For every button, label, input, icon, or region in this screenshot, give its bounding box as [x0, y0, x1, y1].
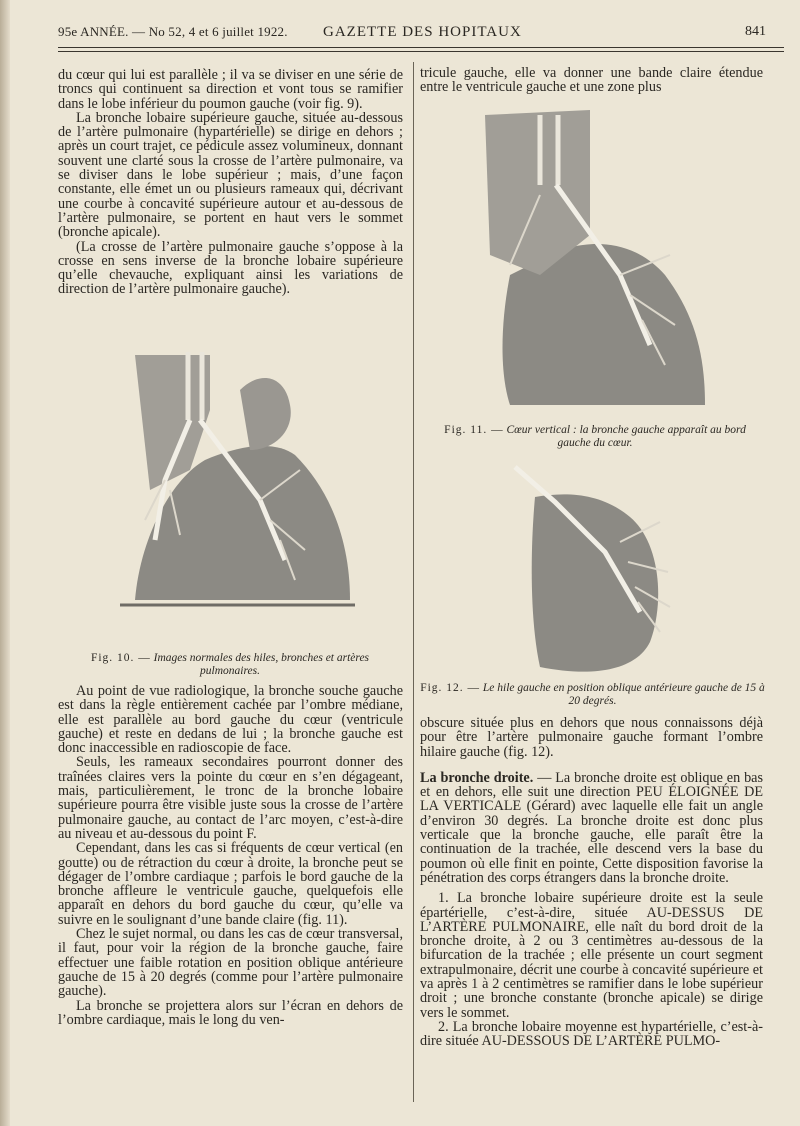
figure-11-label: Fig. 11. — — [444, 424, 504, 436]
figure-10-hilum-illustration — [110, 350, 360, 640]
column-divider — [413, 62, 414, 1102]
section-paragraph — [420, 771, 763, 885]
left-column-bottom — [58, 684, 403, 1027]
running-header — [58, 24, 766, 46]
paragraph: (La crosse de l’artère pulmonaire gauche s’oppose à la crosse en sens inverse de la bronche lobaire supérieure qu’elle chevauche, expliquant ainsi les variations de direction de l’artère pulmonaire gauche). — [58, 238, 403, 298]
figure-12-label: Fig. 12. — — [420, 682, 481, 694]
figure-10-caption-text: Images normales des hiles, bronches et artères pulmonaires. — [153, 652, 370, 677]
paragraph: Au point de vue radiologique, la bronche souche gauche est dans la règle entièrement cachée par l’ombre médiane, elle est parallèle au bord gauche du cœur (ventricule gauche) et reste en dedans de lui ; la bronche gauche est donc inaccessible en radioscopie de face. — [58, 683, 403, 757]
paragraph: La bronche se projettera alors sur l’écran en dehors de l’ombre cardiaque, mais le long du ven- — [58, 997, 403, 1028]
figure-10-label: Fig. 10. — — [90, 652, 151, 664]
figure-10-caption — [70, 652, 390, 677]
section-title: La bronche droite. — [420, 769, 534, 786]
paragraph: Cependant, dans les cas si fréquents de cœur vertical (en goutte) ou de rétraction du cœur à droite, la bronche peut se dégager de l’ombre cardiaque ; parfois le bord gauche de la bronche affleure le ventricule gauche, quelquefois elle apparaît en dehors du bord gauche du cœur, qu’elle va suivre en le soulignant d’une bande claire (fig. 11). — [58, 840, 403, 928]
figure-11-caption — [440, 424, 750, 449]
paragraph: 2. La bronche lobaire moyenne est hypartérielle, c’est-à-dire située AU-DESSOUS DE L’ARTÈRE PULMO- — [420, 1018, 763, 1050]
header-rule-bottom — [58, 51, 784, 52]
right-column-bottom — [420, 716, 763, 1049]
figure-11-vertical-heart — [470, 105, 720, 410]
paragraph: La bronche lobaire supérieure gauche, située au-dessous de l’artère pulmonaire (hypartérielle) se dirige en dehors ; après un court trajet, ce pédicule assez volumineux, donnant souvent une clarté sous la crosse de l’artère pulmonaire, va se diviser dans le lobe supérieur ; mais, d’une façon constante, elle émet un ou plusieurs rameaux qui, décrivant une courbe à concavité supérieure autour et au-dessous de l’artère pulmonaire, se portent en haut vers le sommet (bronche apicale). — [58, 109, 403, 241]
figure-11-caption-text: Cœur vertical : la bronche gauche apparaît au bord gauche du cœur. — [506, 424, 746, 449]
left-column-top — [58, 68, 403, 297]
journal-title: GAZETTE DES HOPITAUX — [323, 24, 522, 40]
figure-12-caption-text: Le hile gauche en position oblique antérieure gauche de 15 à 20 degrés. — [482, 682, 765, 707]
paragraph: Chez le sujet normal, ou dans les cas de cœur transversal, il faut, pour voir la région de la bronche gauche, faire effectuer une faible rotation en position oblique antérieure gauche de 15 à 20 degrés (comme pour l’artère pulmonaire gauche). — [58, 926, 403, 1000]
paragraph: tricule gauche, elle va donner une bande claire étendue entre le ventricule gauche et une zone plus — [420, 65, 763, 96]
paragraph: Seuls, les rameaux secondaires pourront donner des traînées claires vers la pointe du cœur en s’en dégageant, mais, particulièrement, le tronc de la bronche lobaire supérieure pourra être visible juste sous la crosse de l’artère pulmonaire gauche, au contact de l’arc moyen, c’est-à-dire au niveau et au-dessous du point F. — [58, 754, 403, 842]
aortic-knob — [240, 378, 291, 450]
heart-shadow — [532, 494, 658, 671]
page-binding-edge — [0, 0, 10, 1126]
paragraph: 1. La bronche lobaire supérieure droite est la seule épartérielle, c’est-à-dire, située AU-DESSUS DE L’ARTÈRE PULMONAIRE, elle naît du bord droit de la bronche droite, à 2 ou 3 centimètres au-dessous de la bifurcation de la trachée ; elle présente un court segment extrapulmonaire, décrit une courbe à concavité supérieure et va après 1 à 2 centimètres se ramifier dans le lobe supérieur droit ; une bronche constante (bronche apicale) se dirige vers le sommet. — [420, 890, 763, 1021]
figure-12-caption — [420, 682, 765, 707]
paragraph: du cœur qui lui est parallèle ; il va se diviser en une série de troncs qui continuent sa direction et vont tous se ramifier dans le lobe inférieur du poumon gauche (voir fig. 9). — [58, 67, 403, 112]
page-number: 841 — [745, 24, 766, 39]
issue-info: 95e ANNÉE. — No 52, 4 et 6 juillet 1922. — [58, 24, 288, 39]
figure-12-oblique-hilum — [510, 462, 680, 677]
right-column-top — [420, 66, 763, 95]
header-rule-top — [58, 47, 784, 48]
paragraph: obscure située plus en dehors que nous connaissons déjà pour être l’artère pulmonaire gauche formant l’ombre hilaire gauche (fig. 12). — [420, 715, 763, 760]
section-text: — La bronche droite est oblique en bas et en dehors, elle suit une direction PEU ÉLOIGNÉE DE LA VERTICALE (Gérard) avec laquelle elle fait un angle d’environ 30 degrés. La bronche droite est donc plus verticale que la bronche gauche, elle paraît être la continuation de la trachée, elle descend vers la base du poumon où elle finit en pointe, Cette disposition favorise la pénétration des corps étrangers dans la bronche droite. — [420, 769, 763, 886]
